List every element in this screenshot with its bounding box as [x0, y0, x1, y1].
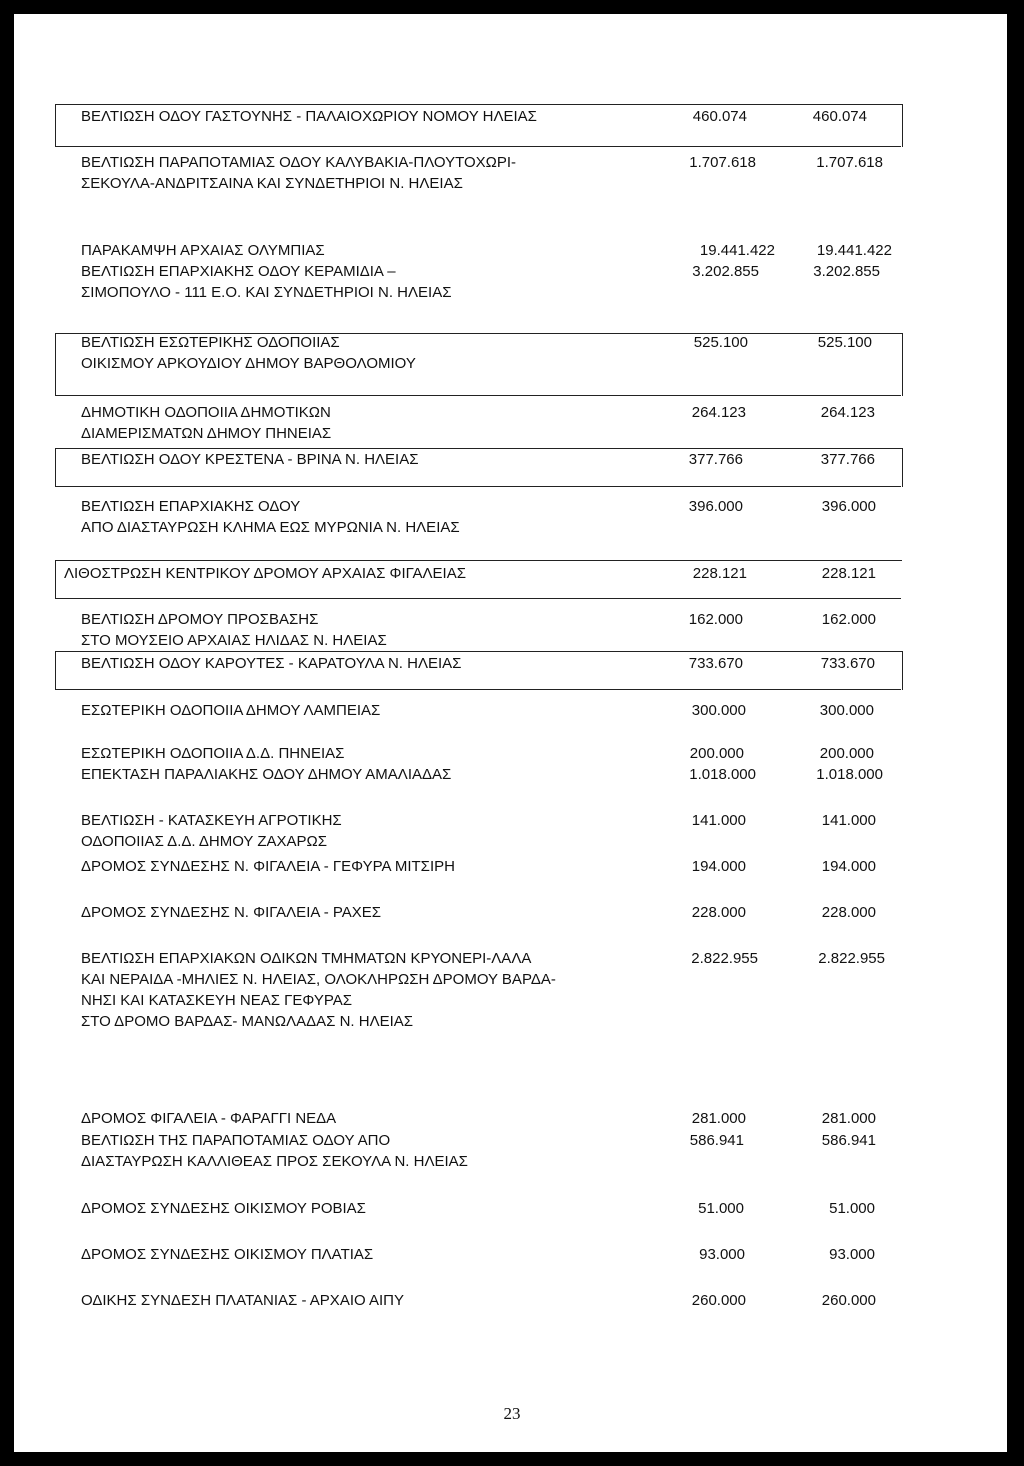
row-value-1: 200.000: [689, 745, 744, 762]
row-description: ΔΡΟΜΟΣ ΣΥΝΔΕΣΗΣ Ν. ΦΙΓΑΛΕΙΑ - ΡΑΧΕΣ: [81, 904, 382, 921]
row-description: ΕΣΩΤΕΡΙΚΗ ΟΔΟΠΟΙΙΑ Δ.Δ. ΠΗΝΕΙΑΣ: [81, 745, 345, 762]
rule-line: [55, 146, 901, 147]
row-value-2: 19.441.422: [816, 242, 892, 259]
row-value-2: 460.074: [812, 108, 867, 125]
row-value-1: 396.000: [688, 498, 743, 515]
row-value-2: 194.000: [821, 858, 876, 875]
row-value-2: 396.000: [821, 498, 876, 515]
row-description: ΕΣΩΤΕΡΙΚΗ ΟΔΟΠΟΙΙΑ ΔΗΜΟΥ ΛΑΜΠΕΙΑΣ: [81, 702, 381, 719]
row-value-1: 228.121: [692, 565, 747, 582]
row-description: ΔΡΟΜΟΣ ΦΙΓΑΛΕΙΑ - ΦΑΡΑΓΓΙ ΝΕΔΑ: [81, 1110, 337, 1127]
row-value-1: 1.707.618: [689, 154, 756, 171]
row-value-1: 586.941: [689, 1132, 744, 1149]
rule-line: [55, 689, 901, 690]
row-description: ΔΡΟΜΟΣ ΣΥΝΔΕΣΗΣ ΟΙΚΙΣΜΟΥ ΡΟΒΙΑΣ: [81, 1200, 366, 1217]
row-value-2: 300.000: [819, 702, 874, 719]
row-value-1: 228.000: [691, 904, 746, 921]
row-value-1: 141.000: [691, 812, 746, 829]
row-description: ΒΕΛΤΙΩΣΗ ΟΔΟΥ ΚΡΕΣΤΕΝΑ - ΒΡΙΝΑ Ν. ΗΛΕΙΑΣ: [81, 451, 419, 468]
row-value-1: 525.100: [693, 334, 748, 351]
row-value-1: 51.000: [698, 1200, 744, 1217]
row-description: ΒΕΛΤΙΩΣΗ ΔΡΟΜΟΥ ΠΡΟΣΒΑΣΗΣ ΣΤΟ ΜΟΥΣΕΙΟ ΑΡΧΑΙΑΣ ΗΛΙΔΑΣ Ν. ΗΛΕΙΑΣ: [81, 611, 387, 649]
rule-line: [55, 486, 901, 487]
row-value-1: 1.018.000: [689, 766, 756, 783]
row-value-2: 260.000: [821, 1292, 876, 1309]
row-value-1: 162.000: [688, 611, 743, 628]
row-value-1: 194.000: [691, 858, 746, 875]
row-value-1: 300.000: [691, 702, 746, 719]
row-description: ΔΡΟΜΟΣ ΣΥΝΔΕΣΗΣ Ν. ΦΙΓΑΛΕΙΑ - ΓΕΦΥΡΑ ΜΙΤΣΙΡΗ: [81, 858, 455, 875]
row-description: ΒΕΛΤΙΩΣΗ ΟΔΟΥ ΓΑΣΤΟΥΝΗΣ - ΠΑΛΑΙΟΧΩΡΙΟΥ ΝΟΜΟΥ ΗΛΕΙΑΣ: [81, 108, 537, 125]
row-value-2: 525.100: [817, 334, 872, 351]
row-value-1: 3.202.855: [692, 263, 759, 280]
row-value-2: 281.000: [821, 1110, 876, 1127]
row-value-2: 162.000: [821, 611, 876, 628]
row-value-2: 200.000: [819, 745, 874, 762]
row-value-2: 1.018.000: [816, 766, 883, 783]
row-value-2: 586.941: [821, 1132, 876, 1149]
row-value-2: 228.121: [821, 565, 876, 582]
row-value-2: 733.670: [820, 655, 875, 672]
row-value-2: 1.707.618: [816, 154, 883, 171]
row-value-2: 228.000: [821, 904, 876, 921]
row-value-2: 264.123: [820, 404, 875, 421]
row-value-2: 141.000: [821, 812, 876, 829]
row-value-1: 460.074: [692, 108, 747, 125]
row-value-1: 19.441.422: [699, 242, 775, 259]
row-value-2: 377.766: [820, 451, 875, 468]
row-value-1: 260.000: [691, 1292, 746, 1309]
row-description: ΒΕΛΤΙΩΣΗ - ΚΑΤΑΣΚΕΥΗ ΑΓΡΟΤΙΚΗΣ ΟΔΟΠΟΙΙΑΣ Δ.Δ. ΔΗΜΟΥ ΖΑΧΑΡΩΣ: [81, 812, 342, 850]
row-description: ΔΡΟΜΟΣ ΣΥΝΔΕΣΗΣ ΟΙΚΙΣΜΟΥ ΠΛΑΤΙΑΣ: [81, 1246, 374, 1263]
row-value-1: 377.766: [688, 451, 743, 468]
row-description: ΟΔΙΚΗΣ ΣΥΝΔΕΣΗ ΠΛΑΤΑΝΙΑΣ - ΑΡΧΑΙΟ ΑΙΠΥ: [81, 1292, 405, 1309]
rule-line: [55, 598, 901, 599]
paper-sheet: [14, 14, 1007, 1452]
row-value-2: 93.000: [829, 1246, 875, 1263]
row-description: ΕΠΕΚΤΑΣΗ ΠΑΡΑΛΙΑΚΗΣ ΟΔΟΥ ΔΗΜΟΥ ΑΜΑΛΙΑΔΑΣ: [81, 766, 452, 783]
row-value-2: 3.202.855: [813, 263, 880, 280]
row-value-1: 733.670: [688, 655, 743, 672]
row-description: ΒΕΛΤΙΩΣΗ ΠΑΡΑΠΟΤΑΜΙΑΣ ΟΔΟΥ ΚΑΛΥΒΑΚΙΑ-ΠΛΟΥΤΟΧΩΡΙ- ΣΕΚΟΥΛΑ-ΑΝΔΡΙΤΣΑΙΝΑ ΚΑΙ ΣΥΝΔΕΤΗΡΙΟΙ Ν. ΗΛΕΙΑΣ: [81, 154, 517, 192]
row-description: ΒΕΛΤΙΩΣΗ ΕΠΑΡΧΙΑΚΩΝ ΟΔΙΚΩΝ ΤΜΗΜΑΤΩΝ ΚΡΥΟΝΕΡΙ-ΛΑΛΑ ΚΑΙ ΝΕΡΑΙΔΑ -ΜΗΛΙΕΣ Ν. ΗΛΕΙΑΣ, ΟΛΟΚΛΗΡΩΣΗ ΔΡΟΜΟΥ ΒΑΡΔΑ- ΝΗΣΙ ΚΑΙ ΚΑΤΑΣΚΕΥΗ ΝΕΑΣ ΓΕΦΥΡΑΣ ΣΤΟ ΔΡΟΜΟ ΒΑΡΔΑΣ- ΜΑΝΩΛΑΔΑΣ Ν. ΗΛΕΙΑΣ: [81, 950, 556, 1030]
row-value-1: 93.000: [699, 1246, 745, 1263]
row-description: ΒΕΛΤΙΩΣΗ ΕΠΑΡΧΙΑΚΗΣ ΟΔΟΥ ΚΕΡΑΜΙΔΙΑ – ΣΙΜΟΠΟΥΛΟ - 111 Ε.Ο. ΚΑΙ ΣΥΝΔΕΤΗΡΙΟΙ Ν. ΗΛΕΙΑΣ: [81, 263, 452, 301]
row-description: ΒΕΛΤΙΩΣΗ ΕΠΑΡΧΙΑΚΗΣ ΟΔΟΥ ΑΠΟ ΔΙΑΣΤΑΥΡΩΣΗ ΚΛΗΜΑ ΕΩΣ ΜΥΡΩΝΙΑ Ν. ΗΛΕΙΑΣ: [81, 498, 460, 536]
row-description: ΛΙΘΟΣΤΡΩΣΗ ΚΕΝΤΡΙΚΟΥ ΔΡΟΜΟΥ ΑΡΧΑΙΑΣ ΦΙΓΑΛΕΙΑΣ: [64, 565, 466, 582]
row-value-1: 281.000: [691, 1110, 746, 1127]
row-description: ΒΕΛΤΙΩΣΗ ΕΣΩΤΕΡΙΚΗΣ ΟΔΟΠΟΙΙΑΣ ΟΙΚΙΣΜΟΥ ΑΡΚΟΥΔΙΟΥ ΔΗΜΟΥ ΒΑΡΘΟΛΟΜΙΟΥ: [81, 334, 416, 372]
row-description: ΒΕΛΤΙΩΣΗ ΟΔΟΥ ΚΑΡΟΥΤΕΣ - ΚΑΡΑΤΟΥΛΑ Ν. ΗΛΕΙΑΣ: [81, 655, 462, 672]
row-description: ΠΑΡΑΚΑΜΨΗ ΑΡΧΑΙΑΣ ΟΛΥΜΠΙΑΣ: [81, 242, 325, 259]
row-value-1: 264.123: [691, 404, 746, 421]
row-value-2: 2.822.955: [818, 950, 885, 967]
page-number: 23: [503, 1404, 521, 1423]
row-description: ΔΗΜΟΤΙΚΗ ΟΔΟΠΟΙΙΑ ΔΗΜΟΤΙΚΩΝ ΔΙΑΜΕΡΙΣΜΑΤΩΝ ΔΗΜΟΥ ΠΗΝΕΙΑΣ: [81, 404, 332, 442]
row-description: ΒΕΛΤΙΩΣΗ ΤΗΣ ΠΑΡΑΠΟΤΑΜΙΑΣ ΟΔΟΥ ΑΠΟ ΔΙΑΣΤΑΥΡΩΣΗ ΚΑΛΛΙΘΕΑΣ ΠΡΟΣ ΣΕΚΟΥΛΑ Ν. ΗΛΕΙΑΣ: [81, 1132, 468, 1170]
row-value-2: 51.000: [829, 1200, 875, 1217]
rule-line: [55, 395, 901, 396]
row-value-1: 2.822.955: [691, 950, 758, 967]
